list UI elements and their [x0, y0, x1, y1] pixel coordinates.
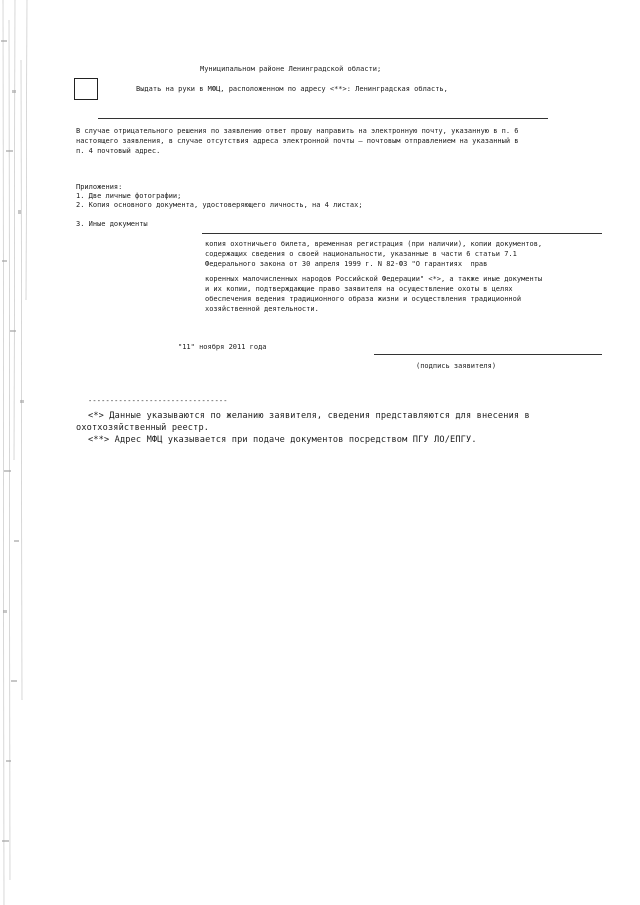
attachment-item-2: 2. Копия основного документа, удостоверяющего личность, на 4 листах;: [76, 201, 363, 209]
other-docs-line-5: и их копии, подтверждающие право заявителя на осуществление охоты в целях: [205, 285, 513, 293]
footnote-1-line-1: <*> Данные указываются по желанию заявителя, сведения представляются для внесения в: [88, 411, 530, 421]
refusal-notice-line-2: настоящего заявления, в случае отсутствия адреса электронной почты – почтовым отправлением на указанный в: [76, 137, 519, 145]
application-date: "11" ноября 2011 года: [178, 343, 267, 351]
scan-edge-artifact: [0, 0, 34, 905]
mfc-checkbox[interactable]: [74, 78, 98, 100]
mfc-option-text: Выдать на руки в МФЦ, расположенном по адресу <**>: Ленинградская область,: [136, 85, 448, 93]
attachment-item-3: 3. Иные документы: [76, 220, 148, 228]
signature-caption: (подпись заявителя): [416, 362, 497, 370]
attachment-item-1: 1. Две личные фотографии;: [76, 192, 182, 200]
other-docs-line-3: Федерального закона от 30 апреля 1999 г. N 82-ФЗ "О гарантиях прав: [205, 260, 488, 268]
footnote-2: <**> Адрес МФЦ указывается при подаче документов посредством ПГУ ЛО/ЕПГУ.: [88, 435, 477, 445]
other-docs-line-7: хозяйственной деятельности.: [205, 305, 319, 313]
signature-line[interactable]: [374, 354, 602, 355]
other-docs-line-2: содержащих сведения о своей национальности, указанные в части 6 статьи 7.1: [205, 250, 517, 258]
refusal-notice-line-3: п. 4 почтовый адрес.: [76, 147, 161, 155]
refusal-notice-line-1: В случае отрицательного решения по заявлению ответ прошу направить на электронную почту, указанную в п. 6: [76, 127, 519, 135]
other-docs-line-6: обеспечения ведения традиционного образа жизни и осуществления традиционной: [205, 295, 522, 303]
other-docs-line[interactable]: [202, 233, 602, 234]
footnote-1-line-2: охотхозяйственный реестр.: [76, 423, 210, 433]
footnote-rule: --------------------------------: [88, 397, 228, 405]
other-docs-line-1: копия охотничьего билета, временная регистрация (при наличии), копии документов,: [205, 240, 543, 248]
attachments-heading: Приложения:: [76, 183, 123, 191]
other-docs-line-4: коренных малочисленных народов Российской Федерации" <*>, а также иные документы: [205, 275, 543, 283]
header-text: Муниципальном районе Ленинградской области;: [200, 65, 382, 73]
address-line[interactable]: [98, 118, 548, 119]
